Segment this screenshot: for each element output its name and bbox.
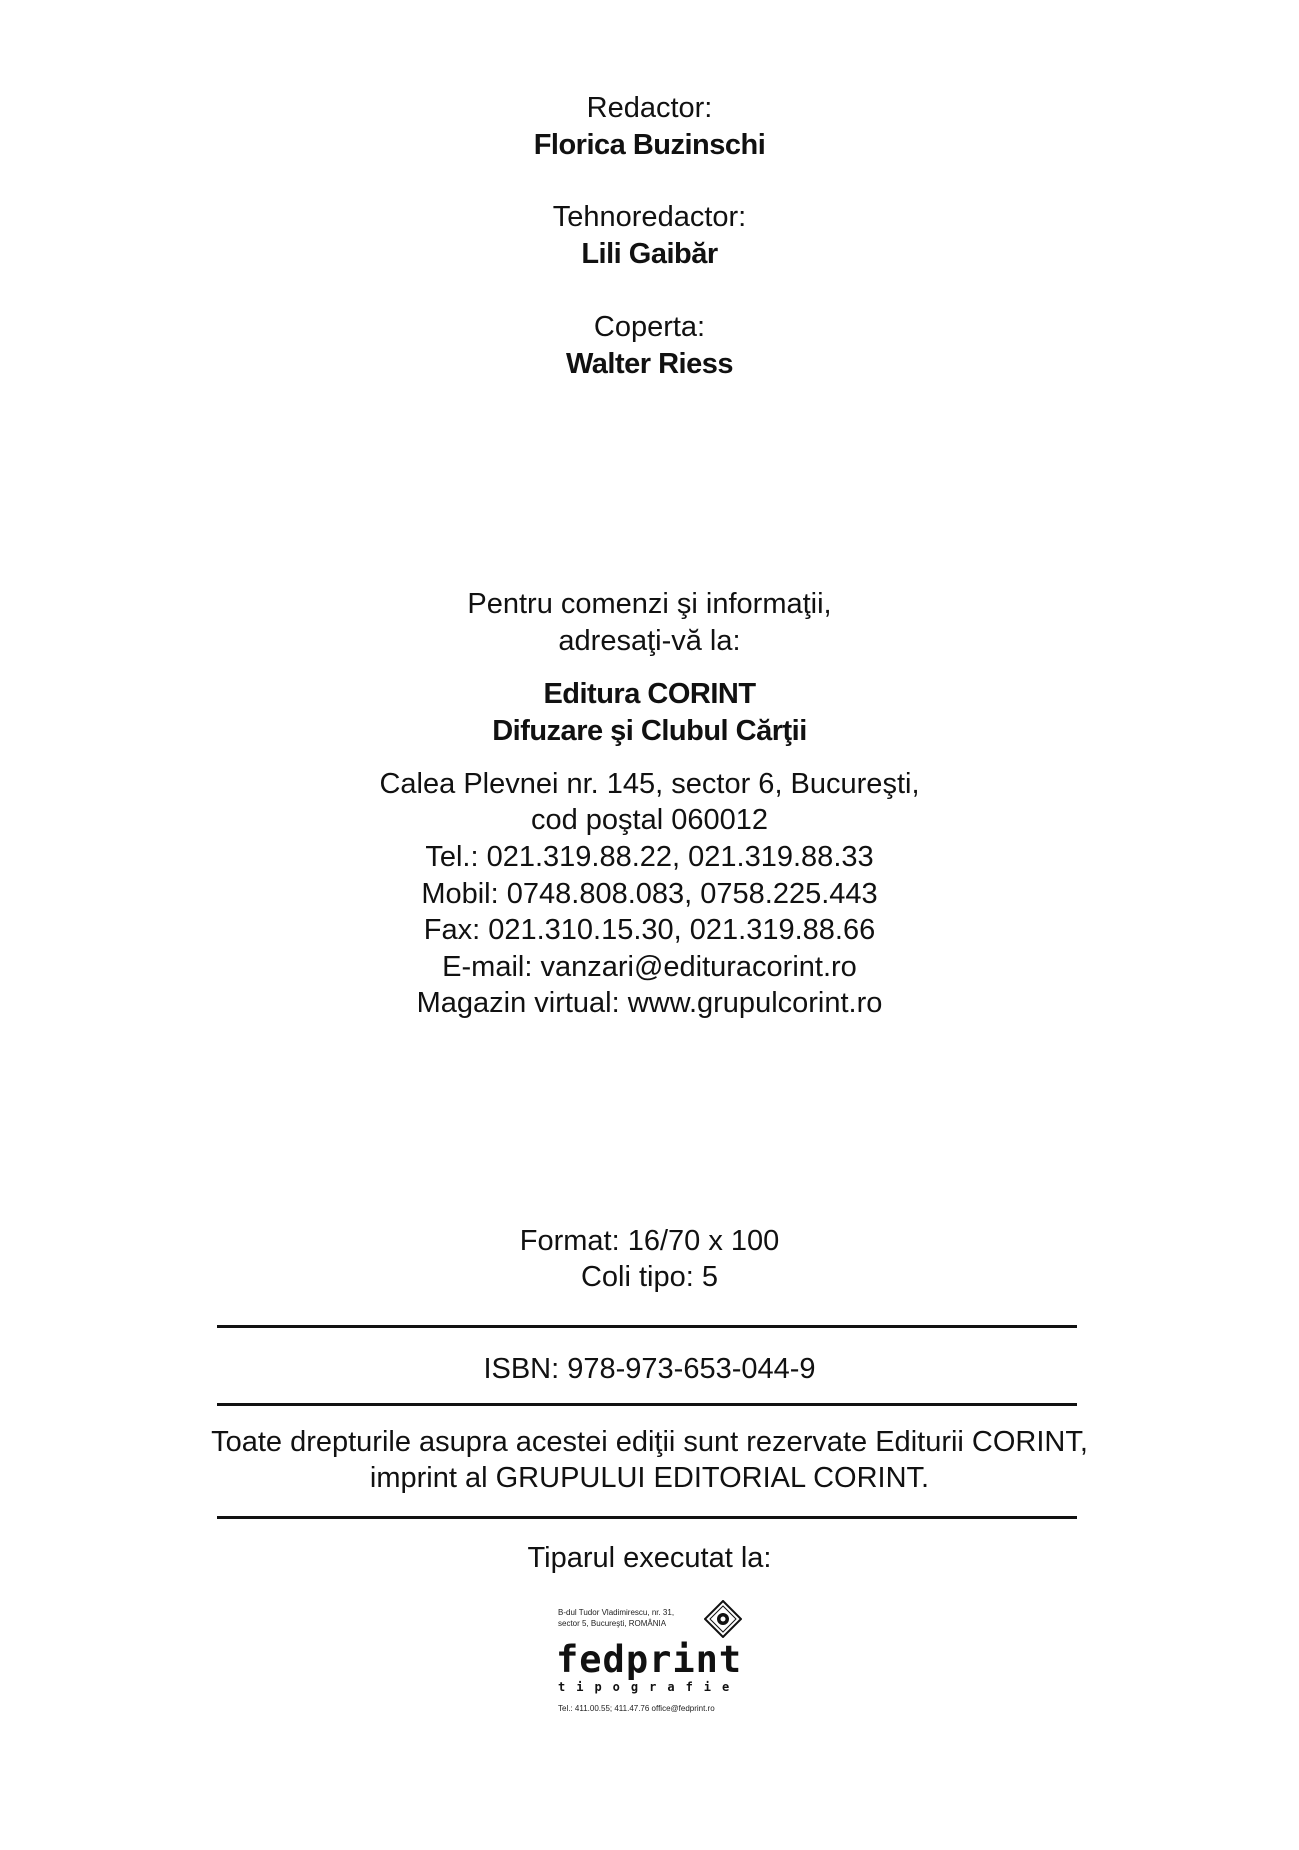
printer-address-line2: sector 5, Bucureşti, ROMÂNIA — [558, 1619, 667, 1628]
publisher-mobile: Mobil: 0748.808.083, 0758.225.443 — [421, 878, 878, 910]
publisher-fax: Fax: 021.310.15.30, 021.319.88.66 — [423, 914, 876, 946]
printer-brand: fedprint — [556, 1638, 743, 1681]
publisher-address: Calea Plevnei nr. 145, sector 6, Bucureşti, — [379, 768, 920, 800]
publisher-email: E-mail: vanzari@edituracorint.ro — [442, 951, 857, 983]
sheets-line: Coli tipo: 5 — [580, 1261, 718, 1293]
printer-subtitle: tipografie — [558, 1680, 741, 1694]
publisher-department: Difuzare şi Clubul Cărţii — [492, 715, 807, 747]
printer-label: Tiparul executat la: — [527, 1542, 772, 1574]
divider-middle — [217, 1403, 1077, 1406]
publisher-phone: Tel.: 021.319.88.22, 021.319.88.33 — [425, 841, 874, 873]
editor-name: Florica Buzinschi — [533, 129, 766, 161]
fedprint-logo — [556, 1600, 746, 1718]
divider-top — [217, 1325, 1077, 1328]
printer-stamp-icon — [704, 1600, 742, 1638]
format-line: Format: 16/70 x 100 — [519, 1225, 780, 1257]
cover-name: Walter Riess — [566, 348, 733, 380]
publisher-website: Magazin virtual: www.grupulcorint.ro — [416, 987, 883, 1019]
isbn: ISBN: 978-973-653-044-9 — [483, 1353, 816, 1385]
printer-address-line1: B-dul Tudor Vladimirescu, nr. 31, — [558, 1608, 675, 1617]
techeditor-name: Lili Gaibăr — [581, 238, 718, 270]
publisher-name: Editura CORINT — [543, 678, 756, 710]
techeditor-label: Tehnoredactor: — [552, 201, 747, 233]
rights-line1: Toate drepturile asupra acestei ediţii sunt rezervate Editurii CORINT, — [211, 1426, 1088, 1458]
orders-intro-line2: adresaţi-vă la: — [558, 625, 741, 657]
orders-intro-line1: Pentru comenzi şi informaţii, — [467, 588, 832, 620]
printer-contact: Tel.: 411.00.55; 411.47.76 office@fedprint.ro — [558, 1704, 715, 1713]
cover-label: Coperta: — [593, 311, 706, 343]
divider-bottom — [217, 1516, 1077, 1519]
editor-label: Redactor: — [586, 92, 713, 124]
publisher-postal-code: cod poştal 060012 — [530, 804, 769, 836]
rights-line2: imprint al GRUPULUI EDITORIAL CORINT. — [369, 1462, 930, 1494]
